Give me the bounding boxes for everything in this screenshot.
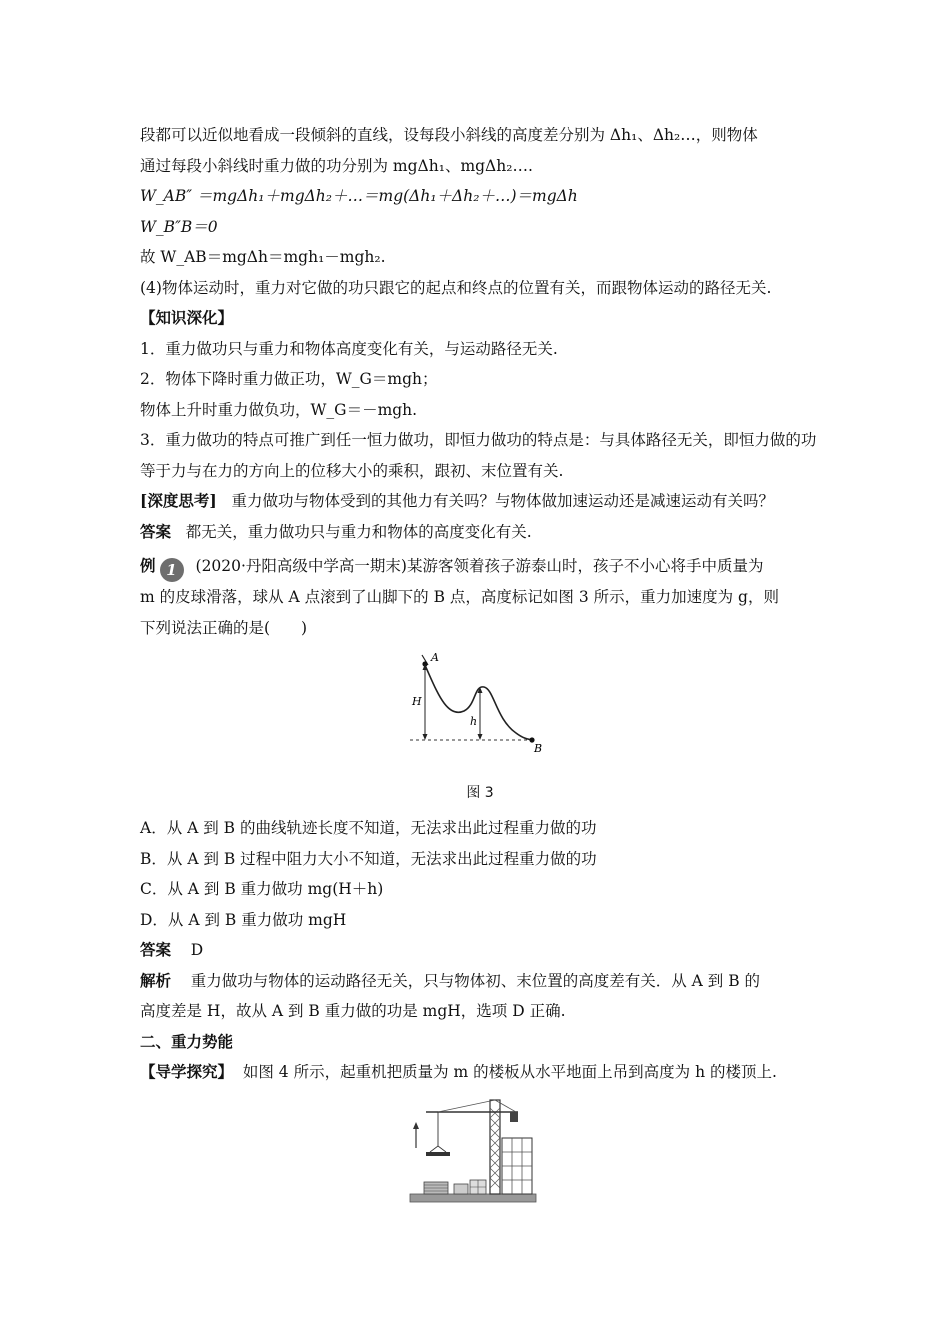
example-source: (2020·丹阳高级中学高一期末) <box>195 557 407 575</box>
deep-thinking-label: [深度思考] <box>140 491 217 510</box>
floor-slab <box>426 1152 450 1156</box>
ground <box>410 1194 536 1202</box>
example-stem-1: 某游客领着孩子游泰山时，孩子不小心将手中质量为 <box>406 557 764 575</box>
guide-text: 如图 4 所示，起重机把质量为 m 的楼板从水平地面上吊到高度为 h 的楼顶上. <box>242 1063 777 1081</box>
guide-exploration <box>140 1057 820 1088</box>
label-A: A <box>431 651 439 664</box>
answer-label: 答案 <box>140 521 172 541</box>
knowledge-item-3: 3．重力做功的特点可推广到任一恒力做功，即恒力做功的特点是：与具体路径无关，即恒力做的功等于力与在力的方向上的位移大小的乘积，跟初、末位置有关. <box>140 431 817 480</box>
figure-4 <box>140 1098 820 1218</box>
analysis-text-1: 重力做功与物体的运动路径无关，只与物体初、末位置的高度差有关．从 A 到 B 的 <box>190 971 761 990</box>
label-B: B <box>534 742 543 755</box>
example-stem-line-2: m 的皮球滑落，球从 A 点滚到了山脚下的 B 点，高度标记如图 3 所示，重力加速度为 g，则 <box>140 588 779 606</box>
guide-label: 【导学探究】 <box>140 1062 234 1081</box>
document-page <box>140 120 820 1218</box>
work-equation-2: W_B″B＝0 <box>140 217 218 236</box>
lift-arrow-head <box>413 1122 419 1129</box>
example-answer-label: 答案 <box>140 940 172 959</box>
section-2-title: 二、重力势能 <box>140 1031 234 1051</box>
example-answer-value: D <box>190 941 204 959</box>
option-C: C．从 A 到 B 重力做功 mg(H＋h) <box>140 880 384 898</box>
work-equation-3: 故 W_AB＝mgΔh＝mgh₁－mgh₂. <box>140 248 386 266</box>
figure-3 <box>140 649 820 777</box>
material-pile <box>454 1184 468 1194</box>
analysis-line-2: 高度差是 H，故从 A 到 B 重力做的功是 mgH，选项 D 正确. <box>140 1002 566 1020</box>
option-A: A．从 A 到 B 的曲线轨迹长度不知道，无法求出此过程重力做的功 <box>140 819 597 837</box>
hill-diagram <box>406 649 566 773</box>
example-stem-line-1 <box>140 551 820 582</box>
continuation-line-1: 段都可以近似地看成一段倾斜的直线，设每段小斜线的高度差分别为 Δh₁、Δh₂…，则物体 <box>140 126 758 144</box>
deep-thinking <box>140 486 820 517</box>
counterweight <box>510 1112 518 1122</box>
point-4: (4)物体运动时，重力对它做的功只跟它的起点和终点的位置有关，而跟物体运动的路径无关. <box>140 278 772 297</box>
analysis-label: 解析 <box>140 970 172 990</box>
knowledge-item-2b: 物体上升时重力做负功，W_G＝－mgh. <box>140 400 418 419</box>
label-h: h <box>470 715 478 728</box>
analysis-line-1 <box>140 966 820 997</box>
continuation-line-2: 通过每段小斜线时重力做的功分别为 mgΔh₁、mgΔh₂…. <box>140 156 533 175</box>
knowledge-title: 【知识深化】 <box>140 308 234 327</box>
deep-thinking-question: 重力做功与物体受到的其他力有关吗？与物体做加速运动还是减速运动有关吗？ <box>231 492 774 510</box>
example-label: 例 <box>140 556 156 575</box>
tower-truss <box>490 1108 500 1188</box>
crane-diagram <box>408 1098 538 1208</box>
example-number-badge: 1 <box>160 558 184 582</box>
answer-text: 都无关，重力做功只与重力和物体的高度变化有关. <box>185 522 532 541</box>
knowledge-item-2a: 2．物体下降时重力做正功，W_G＝mgh； <box>140 370 438 388</box>
example-stem-line-3: 下列说法正确的是( ) <box>140 618 308 637</box>
sling-right <box>438 1146 446 1152</box>
figure-3-caption: 图 3 <box>466 785 494 801</box>
hill-curve <box>424 663 532 740</box>
label-H: H <box>412 695 422 708</box>
H-arrow-down <box>423 734 428 740</box>
h-arrow-down <box>478 734 483 740</box>
sling-left <box>430 1146 438 1152</box>
jib-cable <box>438 1100 495 1112</box>
deep-thinking-answer <box>140 517 820 548</box>
example-answer <box>140 935 820 966</box>
building-scaffold <box>502 1138 532 1194</box>
option-B: B．从 A 到 B 过程中阻力大小不知道，无法求出此过程重力做的功 <box>140 849 597 868</box>
option-D: D．从 A 到 B 重力做功 mgH <box>140 910 347 929</box>
knowledge-item-1: 1．重力做功只与重力和物体高度变化有关，与运动路径无关. <box>140 339 558 358</box>
work-equation-1: W_AB″ ＝mgΔh₁＋mgΔh₂＋…＝mg(Δh₁＋Δh₂＋…)＝mgΔh <box>140 187 578 205</box>
